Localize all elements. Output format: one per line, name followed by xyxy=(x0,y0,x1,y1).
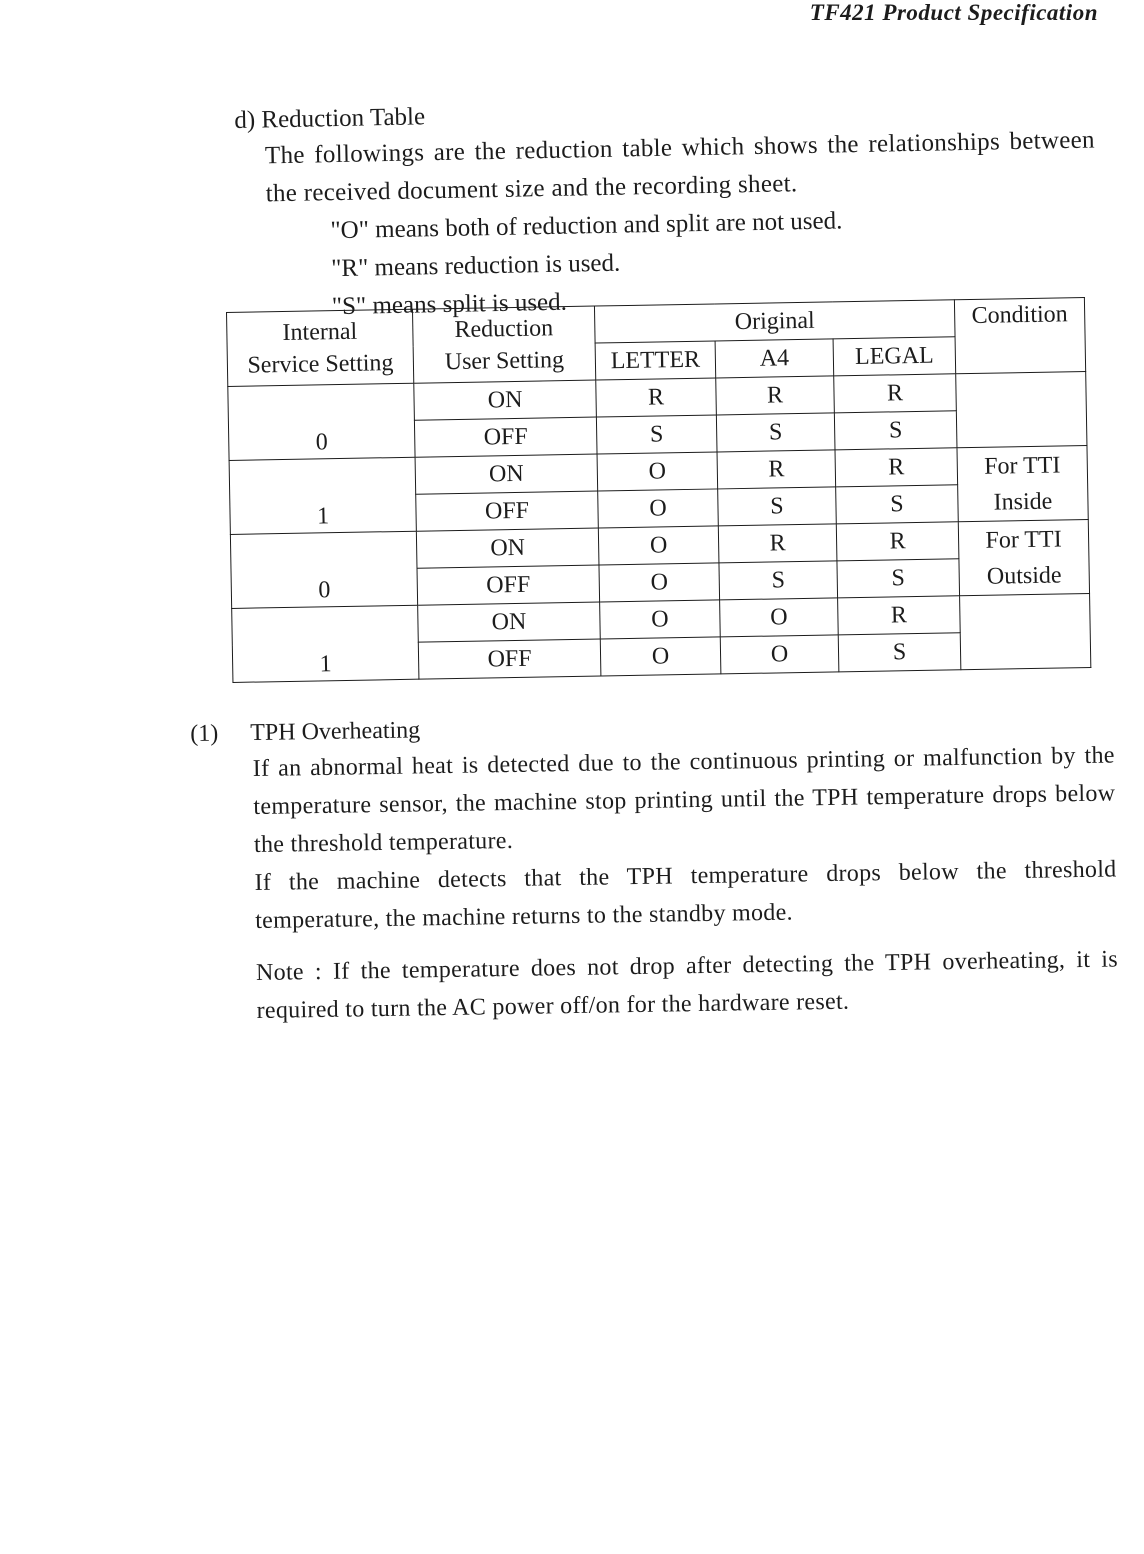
a4-cell: S xyxy=(718,487,837,526)
a4-cell: O xyxy=(720,635,839,674)
header-condition: Condition xyxy=(954,298,1085,374)
header-a4: A4 xyxy=(715,339,834,378)
user-setting-cell: OFF xyxy=(414,417,597,457)
legal-cell: S xyxy=(834,411,957,450)
item-title: TPH Overheating xyxy=(250,717,421,747)
internal-setting-cell: 0 xyxy=(230,531,417,608)
legal-cell: R xyxy=(835,448,958,487)
user-setting-cell: ON xyxy=(416,528,599,568)
user-setting-cell: ON xyxy=(415,454,598,494)
condition-cell: For TTI Outside xyxy=(958,519,1089,595)
internal-setting-cell: 0 xyxy=(228,383,415,460)
legend-item-r: "R" means reduction is used. xyxy=(330,249,621,283)
user-setting-cell: OFF xyxy=(417,565,600,605)
condition-cell xyxy=(956,372,1087,448)
letter-cell: O xyxy=(598,526,719,565)
header-legal: LEGAL xyxy=(833,337,956,376)
page-header-title: TF421 Product Specification xyxy=(809,0,1098,25)
header-reduction-user-setting: Reduction User Setting xyxy=(412,306,595,383)
a4-cell: R xyxy=(716,376,835,415)
letter-cell: O xyxy=(597,452,718,491)
legend-item-o: "O" means both of reduction and split are not used. xyxy=(330,207,843,245)
a4-cell: R xyxy=(718,524,837,563)
condition-cell xyxy=(960,593,1091,669)
legal-cell: S xyxy=(838,633,961,672)
body-paragraph-2: If the machine detects that the TPH temperature drops below the threshold temperature, the machine returns to the standby mode. xyxy=(254,856,1117,934)
a4-cell: O xyxy=(720,598,839,637)
legal-cell: S xyxy=(836,485,959,524)
reduction-table-wrapper xyxy=(226,297,1090,683)
legal-cell: R xyxy=(838,596,961,635)
header-internal-service-setting: Internal Service Setting xyxy=(227,309,414,386)
header-original: Original xyxy=(594,300,955,343)
user-setting-cell: OFF xyxy=(418,639,601,679)
reduction-table xyxy=(226,297,1091,683)
user-setting-cell: ON xyxy=(418,602,601,642)
letter-cell: O xyxy=(599,563,720,602)
internal-setting-cell: 1 xyxy=(229,457,416,534)
reduction-table-section xyxy=(234,87,1098,327)
letter-cell: O xyxy=(600,600,721,639)
item-number: (1) xyxy=(190,720,219,747)
note-paragraph: Note : If the temperature does not drop after detecting the TPH overheating, it is required to turn the AC power off/on for the hardware reset. xyxy=(255,946,1119,1024)
letter-cell: O xyxy=(600,637,721,676)
body-paragraph-1: If an abnormal heat is detected due to the continuous printing or malfunction by the temperature sensor, the machine stop printing until the TPH temperature drops below the threshold temperature. xyxy=(252,742,1116,859)
letter-cell: R xyxy=(596,378,717,417)
intro-paragraph: The followings are the reduction table which shows the relationships between the received document size and the recording sheet. xyxy=(264,126,1096,208)
section-heading: d) Reduction Table xyxy=(234,103,426,134)
legal-cell: S xyxy=(837,559,960,598)
a4-cell: S xyxy=(719,561,838,600)
a4-cell: S xyxy=(716,413,835,452)
a4-cell: R xyxy=(717,450,836,489)
header-letter: LETTER xyxy=(595,341,716,380)
legal-cell: R xyxy=(834,374,957,413)
letter-cell: O xyxy=(598,489,719,528)
internal-setting-cell: 1 xyxy=(232,605,419,682)
user-setting-cell: OFF xyxy=(416,491,599,531)
letter-cell: S xyxy=(596,415,717,454)
legend-item-s: "S" means split is used. xyxy=(331,288,568,321)
legal-cell: R xyxy=(836,522,959,561)
user-setting-cell: ON xyxy=(414,380,597,420)
tph-overheating-section xyxy=(190,702,1125,1031)
condition-cell: For TTI Inside xyxy=(957,445,1088,521)
